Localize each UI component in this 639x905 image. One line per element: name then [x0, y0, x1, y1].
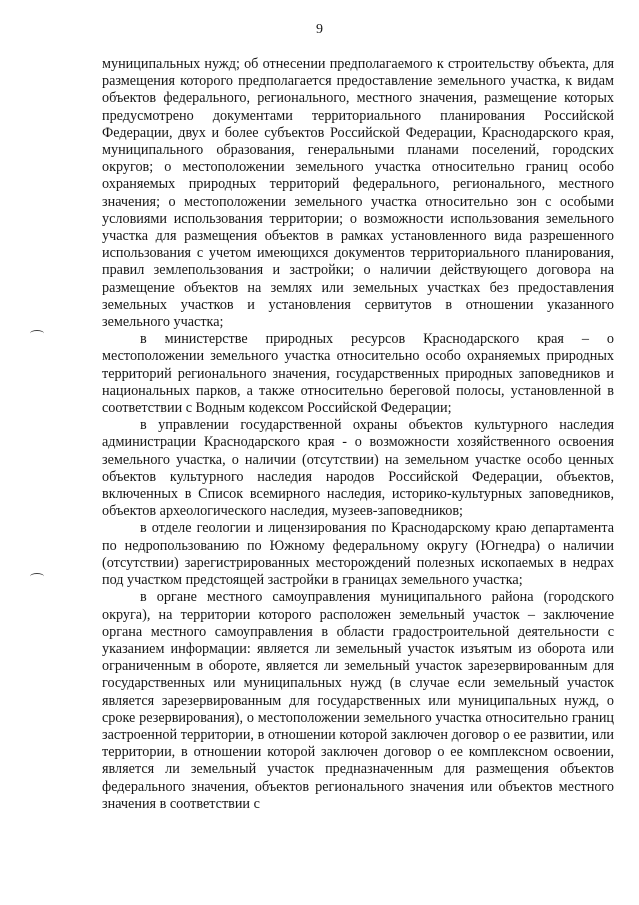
paragraph-continuation: муниципальных нужд; об отнесении предполагаемого к строительству объекта, для размещения которого предполагается предоставление земельного участка, к видам объектов федерального, регионального, местного значения, размещение которых предусмотрено документами территориального планирования Российской Федерации, двух и более субъектов Российской Федерации, Краснодарского края, муниципального образования, генеральными планами поселений, городских округов; о местоположении земельного участка относительно границ особо охраняемых природных территорий федерального, регионального, местного значения; о местоположении земельного участка относительно зон с особыми условиями использования территории; о возможности использования земельного участка для размещения объектов в рамках установленного вида разрешенного использования с учетом имеющихся документов территориального планирования, правил землепользования и застройки; о наличии действующего договора на размещение объектов на землях или земельных участках без предоставления земельных участков и установления сервитутов в отношении указанного земельного участка;: [102, 56, 614, 331]
paragraph-ministry-natural-resources: в министерстве природных ресурсов Краснодарского края – о местоположении земельного участка относительно особо охраняемых природных территорий регионального значения, государственных природных заповедников и национальных парков, а также относительно береговой полосы, установленной в соответствии с Водным кодексом Российской Федерации;: [102, 331, 614, 417]
document-body: [102, 56, 614, 813]
margin-bracket-mark: [30, 573, 44, 580]
page-number: 9: [316, 22, 323, 37]
margin-bracket-mark: [30, 330, 44, 337]
paragraph-cultural-heritage: в управлении государственной охраны объектов культурного наследия администрации Краснодарского края - о возможности хозяйственного освоения земельного участка, о наличии (отсутствии) на земельном участке особо ценных объектов культурного наследия народов Российской Федерации, объектов, включенных в Список всемирного наследия, историко-культурных заповедников, объектов археологического наследия, музеев-заповедников;: [102, 417, 614, 520]
paragraph-geology-department: в отделе геологии и лицензирования по Краснодарскому краю департамента по недропользованию по Южному федеральному округу (Югнедра) о наличии (отсутствии) зарегистрированных месторождений полезных ископаемых в недрах под участком предстоящей застройки в границах земельного участка;: [102, 520, 614, 589]
paragraph-local-government: в органе местного самоуправления муниципального района (городского округа), на территории которого расположен земельный участок – заключение органа местного самоуправления в области градостроительной деятельности с указанием информации: является ли земельный участок изъятым из оборота или ограниченным в обороте, является ли земельный участок зарезервированным для государственных или муниципальных нужд (в случае если земельный участок является зарезервированным для государственных или муниципальных нужд, о сроке резервирования), о местоположении земельного участка относительно границ застроенной территории, в отношении которой заключен договор о ее развитии, или территории, в отношении которой заключен договор о ее комплексном освоении, является ли земельный участок предназначенным для размещения объектов федерального значения, объектов регионального значения или объектов местного значения в соответствии с: [102, 589, 614, 812]
